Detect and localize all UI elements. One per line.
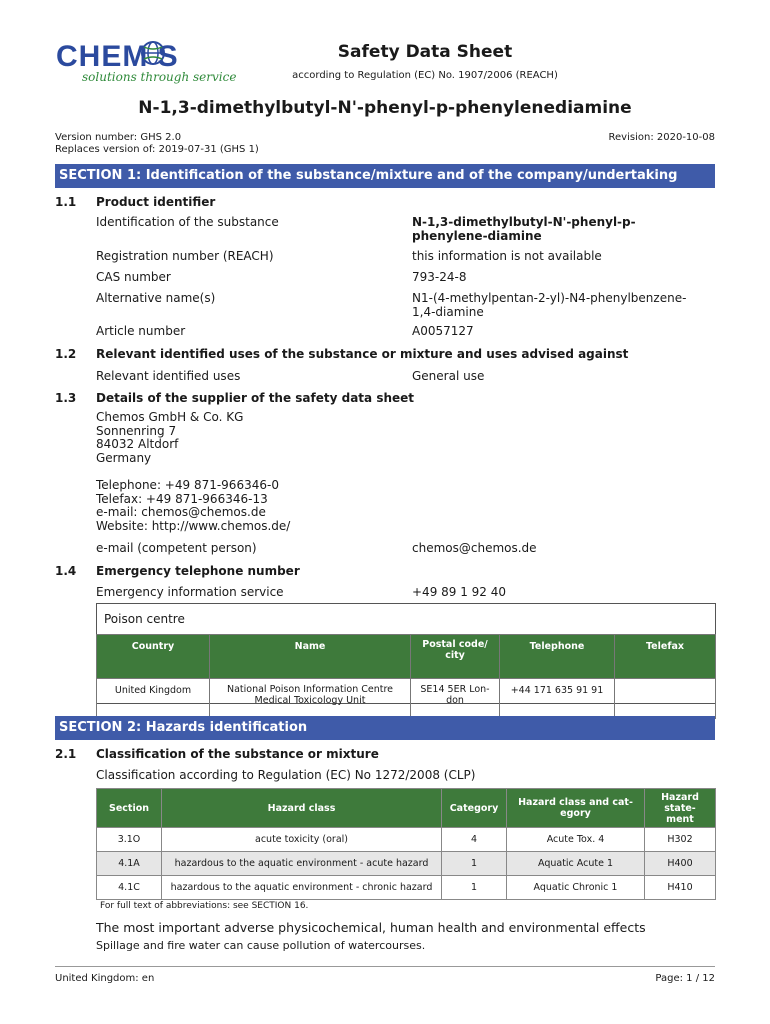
column-header: Postal code/ city: [411, 635, 500, 679]
subsection-number: 1.2: [55, 347, 77, 361]
field-label: Article number: [96, 324, 186, 338]
subsection-title: Relevant identified uses of the substance or mixture and uses advised against: [96, 347, 629, 361]
table-cell: 4: [442, 828, 507, 852]
revision-date: Revision: 2020-10-08: [608, 132, 715, 143]
table-row: [97, 852, 716, 876]
website-link[interactable]: Website: http://www.chemos.de/: [96, 518, 291, 533]
subsection-title: Emergency telephone number: [96, 564, 300, 578]
table-cell: SE14 5ER Lon-don: [411, 679, 500, 719]
table-cell: 1: [442, 876, 507, 900]
telefax: Telefax: +49 871-966346-13: [96, 491, 268, 506]
table-cell: acute toxicity (oral): [162, 828, 442, 852]
column-header: Category: [442, 789, 507, 828]
table-cell: H400: [645, 852, 716, 876]
table-cell: H410: [645, 876, 716, 900]
subsection-title: Product identifier: [96, 195, 216, 209]
subsection-number: 1.4: [55, 564, 77, 578]
subsection-number: 2.1: [55, 747, 77, 761]
table-footnote: For full text of abbreviations: see SECTION 16.: [100, 901, 309, 911]
table-cell: Aquatic Acute 1: [507, 852, 645, 876]
emergency-phone: +49 89 1 92 40: [412, 585, 507, 599]
poison-centre-title: Poison centre: [104, 612, 185, 626]
column-header: Country: [97, 635, 210, 679]
column-header: Hazard class: [162, 789, 442, 828]
address-line: 84032 Altdorf: [96, 437, 179, 451]
footer-divider: [55, 966, 715, 967]
subsection-number: 1.3: [55, 391, 77, 405]
table-cell: Acute Tox. 4: [507, 828, 645, 852]
supplier-address: [96, 411, 243, 465]
address-line: Germany: [96, 450, 152, 465]
version-number: Version number: GHS 2.0: [55, 132, 182, 143]
subsection-title: Classification of the substance or mixture: [96, 747, 379, 761]
effects-title: The most important adverse physicochemical, human health and environmental effects: [96, 920, 646, 935]
table-cell: 4.1C: [97, 876, 162, 900]
document-title: Safety Data Sheet: [337, 42, 513, 62]
logo-text: CHEM S: [56, 40, 179, 73]
competent-email-link[interactable]: chemos@chemos.de: [412, 541, 537, 555]
email-link[interactable]: e-mail: chemos@chemos.de: [96, 505, 266, 519]
table-cell: National Poison Information Centre Medical Toxicology Unit: [210, 679, 411, 719]
field-value: A0057127: [412, 324, 474, 338]
column-header: Hazard state-ment: [645, 789, 716, 828]
product-title: N-1,3-dimethylbutyl-N'-phenyl-p-phenylenediamine: [138, 98, 632, 118]
subsection-title: Details of the supplier of the safety data sheet: [96, 391, 415, 405]
table-header-row: [97, 635, 716, 679]
effects-text: Spillage and fire water can cause pollution of watercourses.: [96, 939, 426, 952]
table-row: [97, 828, 716, 852]
footer-locale: United Kingdom: en: [55, 973, 155, 984]
table-cell: 1: [442, 852, 507, 876]
table-cell: [615, 679, 716, 719]
field-label: Emergency information service: [96, 585, 284, 599]
poison-centre-table: [96, 634, 716, 719]
column-header: Telephone: [500, 635, 615, 679]
field-label: Alternative name(s): [96, 291, 216, 305]
table-header-row: [97, 789, 716, 828]
field-label: e-mail (competent person): [96, 541, 257, 555]
classification-subtitle: Classification according to Regulation (EC) No 1272/2008 (CLP): [96, 768, 476, 782]
page-number: Page: 1 / 12: [655, 973, 715, 984]
table-row: [97, 876, 716, 900]
table-cell: hazardous to the aquatic environment - chronic hazard: [162, 876, 442, 900]
field-label: Identification of the substance: [96, 215, 279, 229]
table-row: [97, 679, 716, 719]
table-cell: 4.1A: [97, 852, 162, 876]
column-header: Name: [210, 635, 411, 679]
address-line: Chemos GmbH & Co. KG: [96, 410, 244, 424]
telephone: Telephone: +49 871-966346-0: [96, 478, 279, 492]
table-cell: H302: [645, 828, 716, 852]
column-header: Section: [97, 789, 162, 828]
column-header: Hazard class and cat-egory: [507, 789, 645, 828]
field-label: Relevant identified uses: [96, 369, 241, 383]
hazard-classification-table: [96, 788, 716, 900]
field-label: CAS number: [96, 270, 171, 284]
document-subtitle: according to Regulation (EC) No. 1907/2006 (REACH): [292, 70, 558, 81]
field-value: 793-24-8: [412, 270, 467, 284]
column-header: Telefax: [615, 635, 716, 679]
field-value: this information is not available: [412, 249, 602, 263]
section-2-header: SECTION 2: Hazards identification: [55, 716, 715, 740]
address-line: Sonnenring 7: [96, 423, 177, 438]
logo-tagline: solutions through service: [82, 70, 237, 84]
supplier-contact: [96, 479, 290, 533]
table-cell: 3.1O: [97, 828, 162, 852]
table-cell: Aquatic Chronic 1: [507, 876, 645, 900]
table-cell: hazardous to the aquatic environment - acute hazard: [162, 852, 442, 876]
table-cell: United Kingdom: [97, 679, 210, 719]
field-label: Registration number (REACH): [96, 249, 274, 263]
table-cell: +44 171 635 91 91: [500, 679, 615, 719]
field-value: General use: [412, 369, 485, 383]
section-1-header: SECTION 1: Identification of the substance/mixture and of the company/undertaking: [55, 164, 715, 188]
field-value: N1-(4-methylpentan-2-yl)-N4-phenylbenzene-1,4-diamine: [412, 291, 687, 319]
field-value: N-1,3-dimethylbutyl-N'-phenyl-p-phenylene-diamine: [412, 215, 636, 243]
subsection-number: 1.1: [55, 195, 77, 209]
replaces-version: Replaces version of: 2019-07-31 (GHS 1): [55, 144, 259, 155]
